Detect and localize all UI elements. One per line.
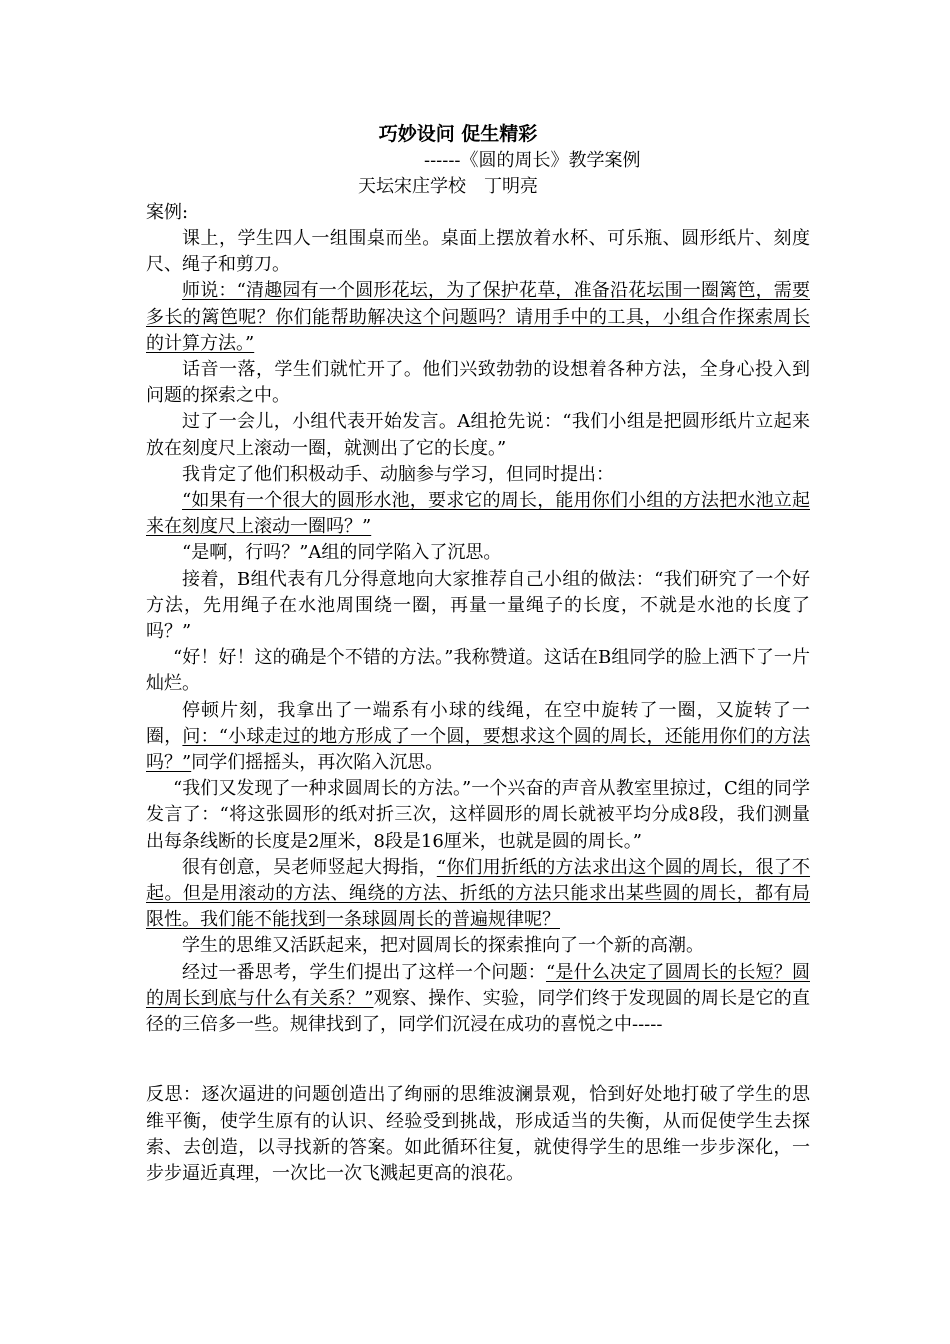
underlined-text: “如果有一个很大的圆形水池，要求它的周长，能用你们小组的方法把水池立起来在刻度尺上滚动一圈吗？” [146,490,810,538]
document-subtitle: ------《圆的周长》教学案例 [424,150,641,171]
case-body [146,226,810,1038]
paragraph [146,357,810,409]
document-author: 天坛宋庄学校 丁明亮 [358,176,538,197]
document-page [146,120,810,1187]
underlined-text: “是什么决定了圆周长的长短？圆的周长到底与什么有关系？” [146,961,810,1009]
underlined-text: “你们用折纸的方法求出这个圆的周长，很了不起。但是用滚动的方法、绳绕的方法、折纸的方法只能求出某些圆的周长，都有局限性。我们能不能找到一条球圆周长的普遍规律呢？ [146,856,811,931]
case-label: 案例: [146,202,189,223]
paragraph [146,409,810,461]
paragraph-text: 接着，B组代表有几分得意地向大家推荐自己小组的做法：“我们研究了一个好方法，先用绳子在水池周围绕一圈，再量一量绳子的长度，不就是水池的长度了吗？” [146,568,810,643]
paragraph-text: “是啊，行吗？”A组的同学陷入了沉思。 [182,542,502,564]
underlined-text: 问：“小球走过的地方形成了一个圆，要想求这个圆的周长，还能用你们的方法吗？” [146,725,811,774]
paragraph [146,540,810,566]
paragraph-text: 过了一会儿，小组代表开始发言。A组抢先说：“我们小组是把圆形纸片立起来放在刻度尺上滚动一圈，就测出了它的长度。” [146,411,810,459]
paragraph-text: 同学们摇摇头，再次陷入沉思。 [191,752,444,774]
paragraph-text: 课上，学生四人一组围桌而坐。桌面上摆放着水杯、可乐瓶、圆形纸片、刻度尺、绳子和剪刀。 [146,228,810,276]
paragraph [146,488,810,540]
paragraph-text: 学生的思维又活跃起来，把对圆周长的探索推向了一个新的高潮。 [182,935,704,957]
paragraph-text: 我肯定了他们积极动手、动脑参与学习，但同时提出： [182,463,614,485]
paragraph-text: “我们又发现了一种求圆周长的方法。”一个兴奋的声音从教室里掠过，C组的同学发言了：“将这张圆形的纸对折三次，这样圆形的周长就被平均分成8段，我们测量出每条线断的长度是2厘米，8段是16厘米，也就是圆的周长。” [146,778,810,852]
paragraph [146,462,810,488]
paragraph [146,960,810,1039]
paragraph [146,567,810,646]
paragraph-text: “好！好！这的确是个不错的方法。”我称赞道。这话在B组同学的脸上洒下了一片灿烂。 [146,647,810,695]
paragraph [146,226,810,278]
section-gap [146,1038,810,1082]
paragraph [146,278,810,357]
paragraph [146,776,810,855]
paragraph [146,855,810,934]
paragraph-text: 很有创意，吴老师竖起大拇指， [182,856,437,878]
reflection-paragraph: 反思：逐次逼进的问题创造出了绚丽的思维波澜景观，恰到好处地打破了学生的思维平衡，使学生原有的认识、经验受到挑战，形成适当的失衡，从而促使学生去探索、去创造，以寻找新的答案。如此循环往复，就使得学生的思维一步步深化，一步步逼近真理，一次比一次飞溅起更高的浪花。 [146,1084,810,1184]
paragraph [146,645,810,697]
underlined-text: 师说：“清趣园有一个圆形花坛，为了保护花草，准备沿花坛围一圈篱笆，需要多长的篱笆呢？你们能帮助解决这个问题吗？请用手中的工具，小组合作探索周长的计算方法。” [146,280,810,354]
paragraph-text: 观察、操作、实验，同学们终于发现圆的周长是它的直径的三倍多一些。规律找到了，同学们沉浸在成功的喜悦之中----- [146,987,810,1036]
paragraph [146,698,810,777]
paragraph [146,933,810,959]
paragraph-text: 话音一落，学生们就忙开了。他们兴致勃勃的设想着各种方法，全身心投入到问题的探索之中。 [146,359,810,407]
paragraph-text: 停顿片刻，我拿出了一端系有小球的线绳，在空中旋转了一圈，又旋转了一圈， [146,699,810,747]
paragraph-text: 经过一番思考，学生们提出了这样一个问题： [182,961,546,983]
document-title: 巧妙设问 促生精彩 [378,123,538,145]
